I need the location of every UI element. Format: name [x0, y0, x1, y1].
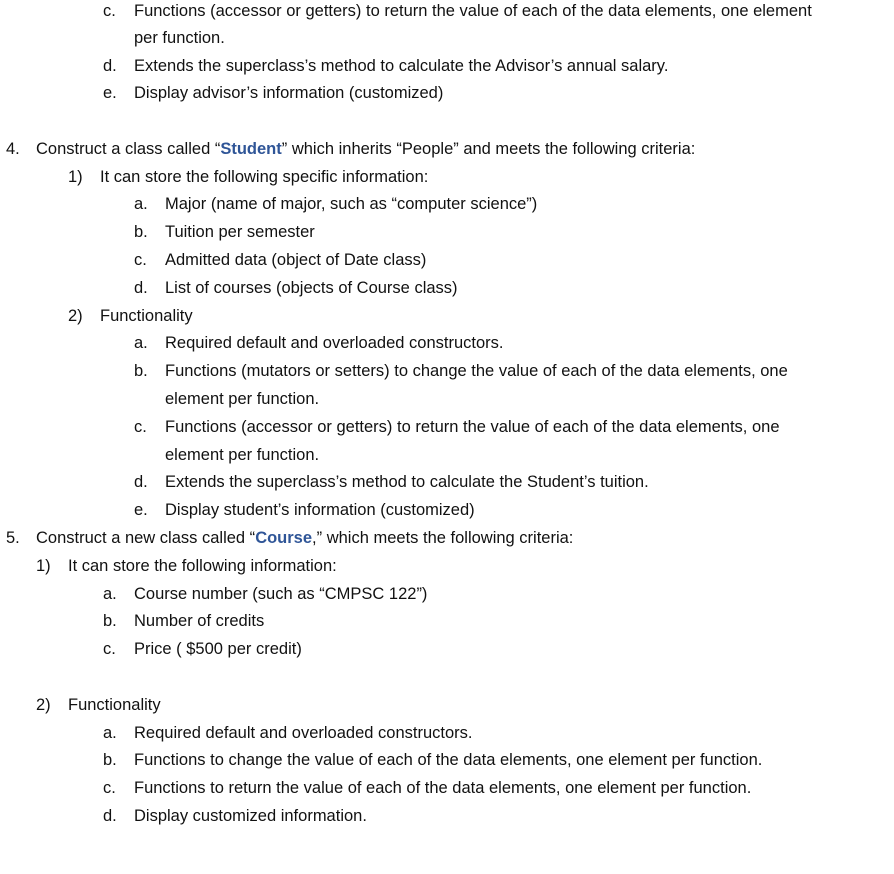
sub-marker: 1) [36, 557, 51, 575]
sub-heading [68, 305, 193, 327]
sub-marker: 2) [68, 307, 83, 325]
list-item [103, 55, 669, 77]
list-marker: c. [103, 2, 116, 20]
list-item: a. Required default and overloaded constructors. [134, 334, 504, 352]
list-item: a. Required default and overloaded constructors. [103, 724, 473, 742]
class-name-keyword: Course [255, 529, 313, 547]
list-item: b. Functions (mutators or setters) to change the value of each of the data elements, one [134, 362, 788, 380]
item-4-text: Construct a class called “Student” which inherits “People” and meets the following criteria: [36, 140, 696, 158]
sub-heading [68, 166, 429, 188]
sub-heading-text: Functionality [100, 307, 193, 325]
list-item: b. Functions to change the value of each of the data elements, one element per function. [103, 751, 763, 769]
list-item: c. Functions to return the value of each of the data elements, one element per function. [103, 779, 752, 797]
item-number: 5. [6, 529, 20, 547]
list-item: d. Extends the superclass’s method to calculate the Student’s tuition. [134, 473, 649, 491]
list-item-text: Functions (accessor or getters) to return the value of each of the data elements, one element [134, 2, 812, 20]
list-item-text: Extends the superclass’s method to calculate the Advisor’s annual salary. [134, 57, 669, 75]
list-item: d. Display customized information. [103, 807, 367, 825]
list-item: c. Price ( $500 per credit) [103, 640, 302, 658]
item-4-heading [6, 138, 696, 160]
sub-heading [36, 555, 337, 577]
list-item [103, 0, 812, 22]
list-item: a. Course number (such as “CMPSC 122”) [103, 585, 428, 603]
list-item: d. List of courses (objects of Course class) [134, 279, 458, 297]
item-number: 4. [6, 140, 20, 158]
list-item: c. Functions (accessor or getters) to return the value of each of the data elements, one [134, 418, 780, 436]
list-item-continuation: element per function. [165, 390, 320, 408]
sub-heading-text: It can store the following information: [68, 557, 337, 575]
list-item: a. Major (name of major, such as “computer science”) [134, 195, 538, 213]
list-marker: d. [103, 57, 117, 75]
list-item [103, 82, 444, 104]
item-5-text: Construct a new class called “Course,” which meets the following criteria: [36, 529, 574, 547]
list-item: b. Number of credits [103, 612, 265, 630]
list-item: e. Display student’s information (customized) [134, 501, 475, 519]
list-item: b. Tuition per semester [134, 223, 315, 241]
list-item-text: Display advisor’s information (customized) [134, 84, 444, 102]
list-marker: e. [103, 84, 117, 102]
class-name-keyword: Student [220, 140, 282, 158]
list-item-continuation: element per function. [165, 446, 320, 464]
list-item: c. Admitted data (object of Date class) [134, 251, 427, 269]
sub-marker: 2) [36, 696, 51, 714]
sub-heading-text: It can store the following specific information: [100, 168, 429, 186]
item-5-heading [6, 527, 574, 549]
sub-heading [36, 694, 161, 716]
list-item-continuation: per function. [134, 29, 225, 47]
sub-heading-text: Functionality [68, 696, 161, 714]
sub-marker: 1) [68, 168, 83, 186]
